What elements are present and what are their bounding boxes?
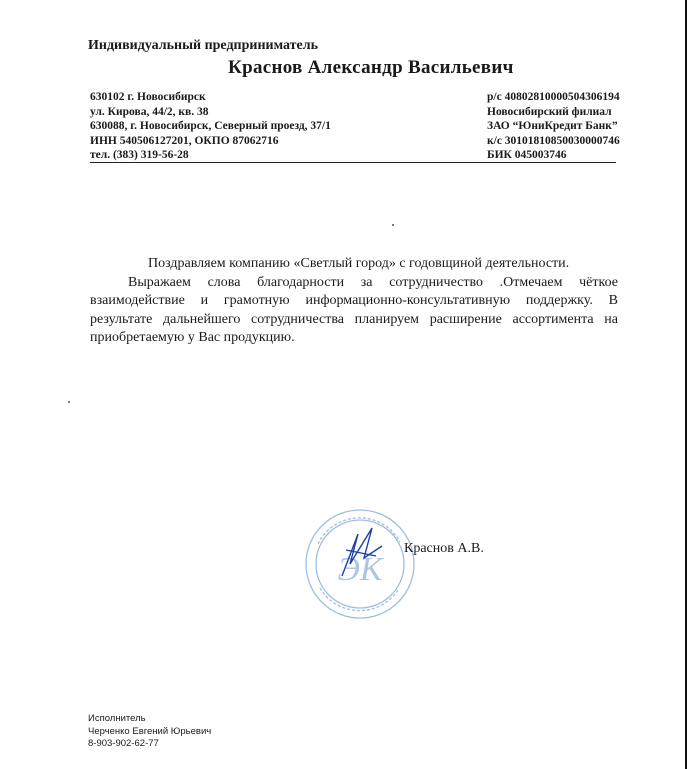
scan-edge-line (685, 0, 687, 769)
bank-line: БИК 045003746 (487, 149, 567, 162)
seal-monogram: ЭК (337, 551, 383, 588)
seal-stamp (300, 506, 420, 622)
bank-line: ЗАО “ЮниКредит Банк” (487, 120, 618, 133)
address-line: 630102 г. Новосибирск (90, 91, 206, 103)
address-line: 630088, г. Новосибирск, Северный проезд, 37/1 (90, 120, 331, 133)
header-divider (90, 162, 616, 163)
executor-block (88, 713, 211, 751)
scan-speck (392, 224, 394, 226)
address-block (90, 90, 331, 163)
executor-name: Черченко Евгений Юрьевич (88, 725, 212, 737)
bank-details-block (487, 90, 620, 163)
executor-phone: 8-903-902-62-77 (88, 738, 159, 749)
letter-body (90, 255, 618, 348)
entrepreneur-name: Краснов Александр Васильевич (228, 57, 514, 78)
letter-paragraph: Поздравляем компанию «Светлый город» с годовщиной деятельности. (148, 256, 570, 271)
bank-line: Новосибирский филиал (487, 105, 612, 118)
address-line: тел. (383) 319-56-28 (90, 149, 189, 162)
executor-label: Исполнитель (88, 713, 146, 724)
entrepreneur-label: Индивидуальный предприниматель (88, 38, 319, 53)
scan-speck (68, 401, 70, 403)
bank-line: к/с 30101810850030000746 (487, 134, 620, 147)
bank-line: р/с 40802810000504306194 (487, 91, 620, 103)
address-line: ИНН 540506127201, ОКПО 87062716 (90, 134, 279, 147)
letter-paragraph: Выражаем слова благодарности за сотрудничество .Отмечаем чёткое взаимодействие и грамотную информационно-консультативную поддержку. В результате дальнейшего сотрудничества планируем расширение ассортимента на приобретаемую у Вас продукцию. (90, 274, 618, 345)
signer-name: Краснов А.В. (404, 541, 484, 556)
address-line: ул. Кирова, 44/2, кв. 38 (90, 105, 209, 118)
